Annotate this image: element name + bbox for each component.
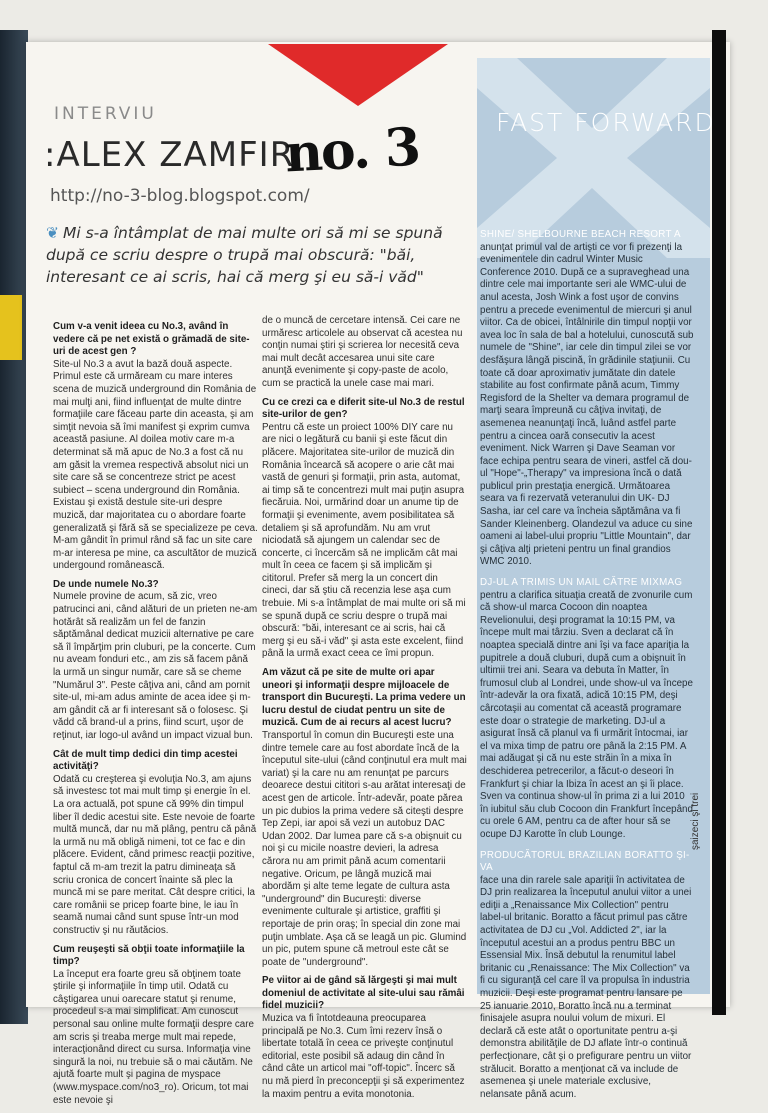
interview-answer: Site-ul No.3 a avut la bază două aspecte. Primul este că urmăream cu mare interes scena de muzică underground din România de mai mulţi ani, fiind influenţat de multe dintre formaţiile care făceau parte din aceasta, şi am simţit nevoia să îmi manifest şi exprim cumva această pasiune. Al doilea motiv care m-a determinat să mă apuc de No.3 a fost că nu am găsit la vremea respectivă absolut nici un site care să se concentreze strict pe acest subiect – scena underground din România. Existau şi există destule site-uri despre muzică, dar majoritatea cu o abordare foarte generalizată şi fără să se specializeze pe ceva. M-am gândit în primul rând să fac un site care m-ar interesa pe mine, ca ascultător de muzică undergound românească. (53, 358, 258, 572)
yellow-sticky-tab (0, 295, 22, 360)
interview-question: De unde numele No.3? (53, 578, 159, 590)
left-background-edge (0, 30, 28, 1024)
page-number-text: şaizeci şi trei (690, 792, 701, 850)
interview-column-2 (262, 315, 467, 1107)
interview-question: Cum v-a venit ideea cu No.3, având în vedere că pe net există o grămadă de site-uri de acest gen ? (53, 321, 250, 358)
lead-quote (46, 222, 446, 288)
interview-answer: La început era foarte greu să obţinem toate ştirile şi informaţiile în timp util. Odată cu câştigarea unui oarecare statut şi renume, procedeul s-a mai simplificat. Am cunoscut personal sau online multe formaţii despre care am scris şi treaba merge mult mai repede, interacţionând direct cu sursa. Informaţia vine singură la noi, nu trebuie să o mai căutăm. Ne ajută foarte mult şi pagina de myspace (www.myspace.com/no3_ro). Oricum, tot mai este nevoie şi (53, 968, 254, 1106)
interview-column-1 (53, 315, 258, 1113)
page-title: :ALEX ZAMFIR (44, 135, 295, 175)
interview-question: Cât de mult timp dedici din timp acestei activităţi? (53, 748, 238, 773)
news-body: face una din rarele sale apariţii în activitatea de DJ prin realizarea la începutul anului viitor a unei ediţii a „Renaissance Mix Collection" pentru label-ul britanic. Boratto a făcut primul pas către activitatea de DJ cu „Vol. Addicted 2", iar la începutul acestui an a produs pentru BBC un Essensial Mix. Însă debutul la renumitul label britanic cu „Renaissance: The Mix Collection" va fi cu siguranţă cel care îl va propulsa în industria muzicii. Deşi este programat pentru lansare pe 25 ianuarie 2010, Boratto încă nu a terminat finisajele asupra noului volum de mixuri. El declară că este atât o oportunitate pentru a-şi demonstra abilităţile de DJ aflate într-o continuă perfecţionare, cât şi o prefigurare pentru un viitor strălucit. Boratto a menţionat că va include de asemenea şi unele materiale exclusive, nelansate până acum. (480, 874, 692, 1100)
no3-logo: no. 3 (283, 116, 421, 185)
news-headline: SHINE/ SHELBOURNE BEACH RESORT A (480, 229, 681, 240)
interview-answer: Muzica va fi întotdeauna preocuparea principală pe No.3. Cum îmi rezerv însă o libertate totală în ceea ce priveşte conţinutul editorial, este posibil să adaug din când în când câte un articol mai "off-topic". Încerc să nu mă pierd în preconcepţii şi să experimentez la maxim pentru a evita monotonia. (262, 1013, 465, 1100)
news-body: anunţat primul val de artişti ce vor fi prezenţi la evenimentele din cadrul Winter Music Conference 2010. După ce a supraveghead una dintre cele mai importante seri ale WMC-ului de anul acesta, Josh Wink a fost uşor de convins pentru a precede evenimentul de miercuri şi anul viitor. Ca de obicei, întâlnirile din timpul nopţii vor avea loc în sala de bal a hotelului, cunoscută sub numele de "Shine", iar cele din timpul zilei se vor desfăşura lângă piscină, în grădinile staţiunii. Cu toate că doar aproximativ jumătate din datele stabilite au fost confirmate până acum, Timmy Regisford de la Shelter va demara programul de marţi seara împreună cu câţiva invitaţi, de asemenea neanunţaţi încă, luând astfel parte pentru a cincea oară consecutiv la acest eveniment. Nick Warren şi Dave Seaman vor face echipa pentru seara de vineri, astfel că dou-ul "Hope"-„Therapy" va impresiona încă o dată publicul prin prestaţia energică. Următoarea seara va fi rezervată veteranului din UK- DJ Sasha, iar cel care va încheia săptămâna va fi Sander Kleinenberg. Olandezul va aduce cu sine oameni ai label-ului propriu "Little Mountain", dar şi câţiva alţi prieteni pentru un final grandios WMC 2010. (480, 241, 694, 568)
news-body: pentru a clarifica situaţia creată de zvonurile cum că show-ul marca Cocoon din noaptea Revelionului, deşi programat la 10:15 PM, va începe mult mai târziu. Sven a declarat că în noaptea specială dintre ani îşi va face apariţia la pupitrele a două cluburi, după cum a obişnuit în ultimii trei ani. Seara va debuta în Matter, în frumosul club al Londrei, unde show-ul va începe într-adevăr la ora fixată, adică 10:15 PM, deşi cârcotaşii au comentat că această programare este doar o strategie de marketing. DJ-ul a asigurat însă că planul va fi urmărit întocmai, iar el va mixa timp de patru ore până la 2:15 PM. A mai adăugat şi că nu este străin în a mixa în deschiderea petrecerilor, a făcut-o deseori în Frankfurt şi chiar la Ibiza în acest an şi îi place. Sven va continua show-ul în prima zi a lui 2010 în iubitul său club Cocoon din Frankfurt începând cu orele 6 AM, pentru ca de after hour să se ocupe DJ Karotte în club Lounge. (480, 589, 693, 840)
blog-url[interactable]: http://no-3-blog.blogspot.com/ (50, 186, 310, 206)
red-triangle-decoration (268, 44, 448, 106)
interview-answer: Numele provine de acum, să zic, vreo patrucinci ani, când alături de un prieten ne-am hotărât să realizăm un fel de fanzin săptămânal dedicat muzicii alternative pe care să îl împărţim prin cluburi, pe la concerte. Cum nu aveam fonduri etc., am zis să facem până la urmă un singur număr, care să se cheme "Numărul 3". Peste câţiva ani, când am pornit site-ul, mi-am adus aminte de acea idee şi m-am gândit că ar fi interesant să o folosesc. Şi vădd că brand-ul a prins, fiind scurt, uşor de reţinut, iar logo-ul având un impact vizual bun. (53, 591, 258, 741)
interview-question: Cu ce crezi ca e diferit site-ul No.3 de restul site-urilor de gen? (262, 396, 465, 421)
news-headline: DJ-UL A TRIMIS UN MAIL CĂTRE MIXMAG (480, 577, 683, 589)
binding-edge (712, 30, 726, 1015)
interview-answer: Transportul în comun din Bucureşti este una dintre temele care au fost abordate încă de la începutul site-ului (când conţinutul era mult mai variat) şi la care nu am renunţat pe parcurs deoarece destui cititori s-au arătat interesaţi de acest gen de articole. Într-adevăr, poate părea un pic dubios la prima vedere să citeşti despre Tep Zepi, iar apoi să vezi un autobuz DAC Udan 2002. Dar lumea pare că s-a obişnuit cu noi şi cu micile noastre devieri, la adresa cărora nu am primit până acum comentarii negative. Oricum, pe lângă muzică mai abordăm şi alte teme legate de cultura asta "underground" din Bucureşti: diverse evenimente culturale şi artistice, graffiti şi reportaje de prin oraş; în special din zone mai puţin umblate. Aşa că se leagă un pic. Glumind un pic, putem spune că metroul este cât se poate de "underground". (262, 730, 467, 968)
interview-question: Pe viitor ai de gând să lărgeşti şi mai mult domeniul de activitate al site-ului sau rămâi fidel muzicii? (262, 975, 465, 1012)
interview-answer: Pentru că este un proiect 100% DIY care nu are nici o legătură cu banii şi este făcut din plăcere. Majoritatea site-urilor de muzică din România încearcă să acopere o arie cât mai vastă de genuri şi formaţii, prin asta, automat, ai timp să te concentrezi mult mai puţin asupra fiecăruia. Noi, urmărind doar un anume tip de formaţii şi evenimente, avem posibilitatea să detaliem şi să aprofundăm. Nu am vrut niciodată să ajungem un calendar sec de concerte, ci încercăm să ne implicăm cât mai mult în ceea ce facem şi să implicăm şi cititorul. Prefer să merg la un concert din cineci, dar să ştiu că recenzia lese aşa cum trebuie. Mi s-a întâmplat de mai multe ori să mi se spună după ce scriu despre o trupă mai obscură: "băi, interesant ce ai scris, hai că merg şi eu să-i văd" şi asta este excelent, fiind până la urmă exact ceea ce îmi propun. (262, 421, 466, 660)
interview-question: Cum reuşeşti să obţii toate informaţiile la timp? (53, 943, 245, 968)
section-label: INTERVIU (54, 104, 157, 124)
sidebar-news (480, 225, 695, 1109)
interview-question: Am văzut că pe site de multe ori apar uneori şi informaţii despre mijloacele de transport din Bucureşti. La prima vedere un lucru destul de ciudat pentru un site de muzică. Cum de ai recurs al acest lucru? (262, 667, 466, 729)
interview-answer: de o muncă de cercetare intensă. Cei care ne urmăresc articolele au observat că acestea nu conţin numai ştiri şi scrierea lor necesită ceva mai mult decât accesarea unui site care anunţă evenimente şi copy-paste de acolo, cum se practică la unele case mai mari. (262, 315, 463, 389)
page-number (690, 793, 701, 850)
lead-text: Mi s-a întâmplat de mai multe ori să mi se spună după ce scriu despre o trupă mai obscură: "băi, interesant ce ai scris, hai că merg şi eu să-i văd" (46, 224, 443, 286)
interview-answer: Odată cu creşterea şi evoluţia No.3, am ajuns să investesc tot mai mult timp şi energie în el. La ora actuală, pot spune că 99% din timpul liber îl dedic acestui site. Este nevoie de foarte multă muncă, dar nu mă plâng, pentru că până la urmă nu mă obligă nimeni, tot ce fac e din plăcere. Evident, când primesc reacţii pozitive, faptul că m-am trezit la patru dimineaţa să scriu cronica de concert înainte să plec la muncă mi se pare meritat. Cât despre critici, la care românii se pricep foarte bine, le iau în seamă numai când sunt spuse într-un mod constructiv şi nu răutăcios. (53, 773, 257, 936)
news-headline: PRODUCĂTORUL BRAZILIAN BORATTO ŞI-VA (480, 849, 690, 874)
sidebar-title: FAST FORWARD (496, 108, 716, 137)
butterfly-icon: ❦ (46, 224, 59, 242)
